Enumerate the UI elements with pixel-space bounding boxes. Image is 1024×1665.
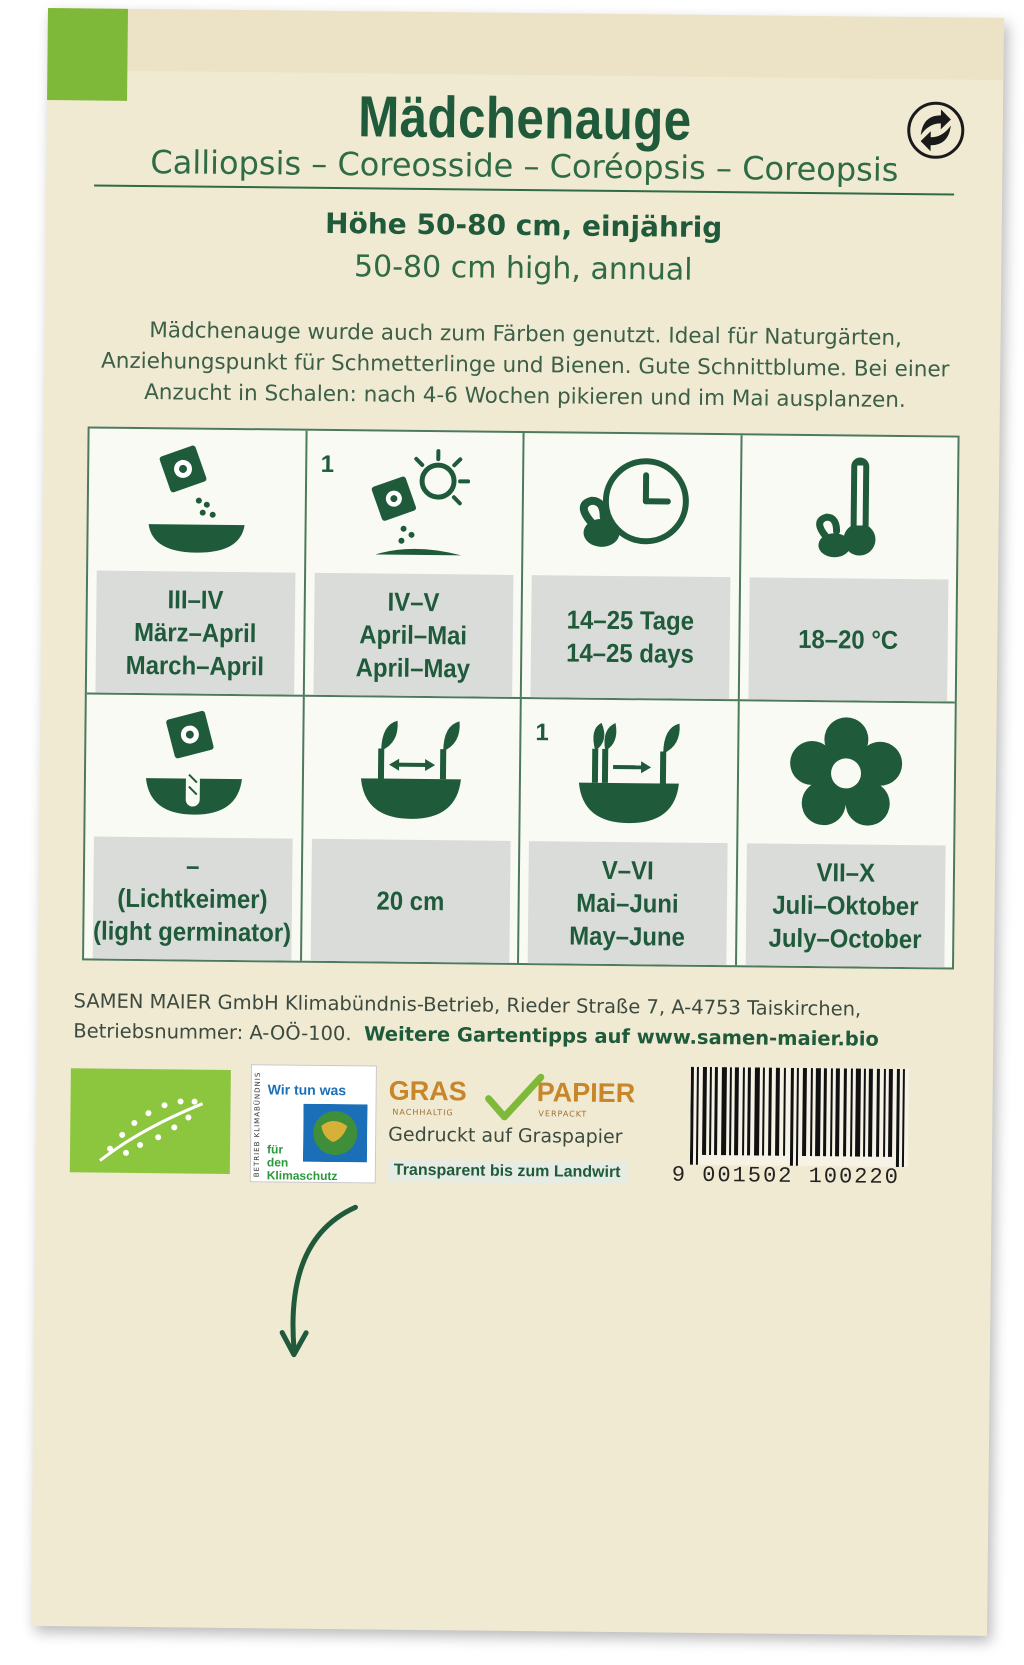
grid-row-2 [84,694,955,967]
germination-time-icon [571,445,692,566]
company-registration: Betriebsnummer: A-OÖ-100. [73,1019,352,1046]
cell-text [528,841,728,965]
spacing-value: 20 cm [375,884,444,916]
cell-text [310,839,510,963]
cell-flowering [737,701,955,967]
klima-for-line: für [266,1142,284,1157]
gras-word: GRAS [388,1075,467,1107]
product-description: Mädchenauge wurde auch zum Färben genutzt. Ideal für Naturgärten, Anziehungspunkt für Schmetterlinge und Bienen. Gute Schnittblume. Bei einer Anzucht in Schalen: nach 4-6 Wochen pikieren und im Mai ausplanzen. [100,318,950,414]
months-english: May–June [569,920,686,952]
website-link[interactable]: Weitere Gartentipps auf www.samen-maier.bio [363,1022,880,1051]
months-german: Juli–Oktober [771,889,919,921]
eu-organic-leaf-icon [70,1068,231,1174]
months-german: März–April [133,616,257,648]
depth-value: – [185,849,200,881]
company-info [73,986,974,1055]
roman-months: IV–V [386,586,440,617]
klimabuendnis-badge [250,1064,377,1183]
seed-packet-back [31,8,1004,1636]
gras-small-text: NACHHALTIG [392,1107,454,1118]
eu-organic-logo [70,1068,231,1174]
klima-for-line: Klimaschutz [266,1168,338,1184]
footnote-marker: 1 [320,450,335,479]
cell-text [745,843,945,967]
roman-months: V–VI [601,854,654,885]
roman-months: VII–X [815,856,875,888]
growing-info-grid [82,426,960,969]
klima-side-text: BETRIEB KLIMABÜNDNIS [252,1071,262,1178]
barcode-digits: 9 001502 100220 [671,1162,900,1190]
green-corner-tab [47,8,128,101]
cell-text [748,577,948,701]
cell-sowing-outdoors [304,431,524,699]
cell-text [530,575,730,699]
product-subtitle: Calliopsis – Coreosside – Coréopsis – Coreopsis [150,143,899,189]
months-german: Mai–Juni [576,887,679,919]
graspapier-logo [388,1072,649,1149]
company-address: SAMEN MAIER GmbH Klimabündnis-Betrieb, Rieder Straße 7, A-4753 Taiskirchen, [73,989,862,1021]
cell-germination-temperature [739,435,957,703]
cell-text [93,837,293,961]
klima-for-text [267,1143,338,1183]
depth-note-german: (Lichtkeimer) [117,882,268,914]
barcode-bars [690,1067,909,1167]
roman-months: III–IV [167,583,224,615]
footnote-marker: 1 [535,719,549,747]
months-german: April–Mai [358,618,467,650]
height-german: Höhe 50-80 cm, einjährig [324,206,723,245]
days-german: 14–25 Tage [566,604,695,636]
cell-transplanting [519,699,739,965]
transplanting-icon [568,710,689,831]
cell-plant-spacing [302,697,522,963]
papier-small-text: VERPACKT [538,1109,588,1119]
grid-row-1 [87,428,958,703]
depth-note-english: (light germinator) [92,915,292,948]
flowering-icon [786,713,907,834]
printed-on-grass-paper: Gedruckt auf Graspapier [388,1123,623,1149]
transparent-label: Transparent bis zum Landwirt [388,1160,627,1184]
months-english: July–October [767,922,922,954]
cell-sowing-indoors [87,428,307,696]
packet-top-strip [47,8,1004,80]
months-english: March–April [125,649,265,681]
cell-text [313,573,513,697]
barcode [672,1067,909,1193]
papier-word: PAPIER [536,1077,636,1109]
klima-for-line: den [266,1155,289,1170]
plant-spacing-icon [351,708,472,829]
sowing-outdoors-icon [353,442,474,563]
klima-slogan: Wir tun was [267,1081,347,1099]
temperature-value: 18–20 °C [797,623,898,655]
curved-arrow-icon [254,1198,396,1369]
cell-text [95,571,295,695]
cell-germination-time [522,433,742,701]
sowing-depth-icon [133,706,254,827]
germination-temperature-icon [788,447,909,568]
cell-sowing-depth [84,694,304,960]
months-english: April–May [355,651,470,683]
product-title: Mädchenauge [357,84,692,153]
height-english: 50-80 cm high, annual [353,249,693,288]
sowing-indoors-icon [136,440,257,561]
days-english: 14–25 days [566,637,695,669]
